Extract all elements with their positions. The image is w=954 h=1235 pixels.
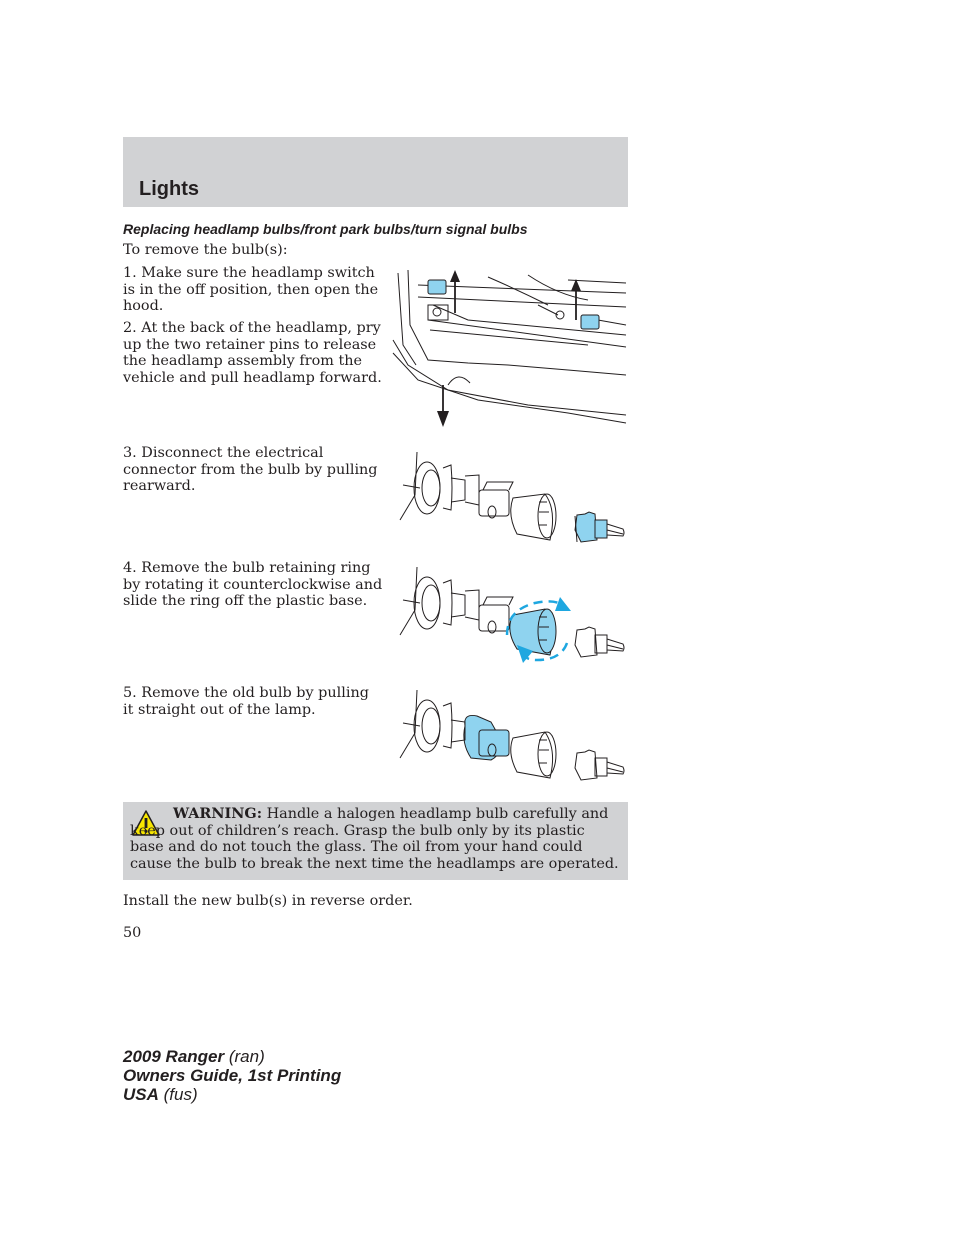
retaining-ring (510, 609, 556, 655)
footer-line-1 (123, 1047, 341, 1066)
step-2: 2. At the back of the headlamp, pry up the two retainer pins to release the headlamp assembly from the vehicle and pull headlamp forward. (123, 320, 382, 386)
subheading: Replacing headlamp bulbs/front park bulbs/turn signal bulbs (123, 221, 528, 237)
footer-line-2 (123, 1066, 341, 1085)
step-3: 3. Disconnect the electrical connector from the bulb by pulling rearward. (123, 445, 378, 494)
warning-box (123, 802, 628, 880)
warning-text (130, 806, 622, 872)
electrical-connector (575, 512, 624, 542)
warning-body: Handle a halogen headlamp bulb carefully and keep out of children’s reach. Grasp the bulb only by its plastic base and do not touch the glass. The oil from your hand could cause the bulb to break the next time the headlamps are operated. (130, 806, 619, 872)
intro-text: To remove the bulb(s): (123, 242, 288, 258)
install-note: Install the new bulb(s) in reverse order. (123, 893, 413, 909)
step-4: 4. Remove the bulb retaining ring by rotating it counterclockwise and slide the ring off the plastic base. (123, 560, 383, 609)
remove-bulb-illustration (395, 688, 630, 788)
section-header-band (123, 137, 628, 207)
headlamp-bulb (464, 715, 509, 760)
disconnect-connector-illustration (395, 450, 630, 555)
arrow-up-icon (571, 279, 581, 320)
footer-model: 2009 Ranger (123, 1047, 225, 1066)
retaining-ring-illustration (395, 565, 630, 675)
footer-market: USA (123, 1085, 159, 1104)
footer (123, 1047, 341, 1104)
arrow-up-icon (450, 270, 460, 313)
footer-edition: Owners Guide, 1st Printing (123, 1066, 342, 1085)
footer-market-code: (fus) (163, 1085, 198, 1104)
footer-line-3 (123, 1085, 341, 1104)
step-5: 5. Remove the old bulb by pulling it straight out of the lamp. (123, 685, 369, 718)
page-number: 50 (123, 925, 142, 941)
section-title: Lights (139, 178, 199, 200)
step-1: 1. Make sure the headlamp switch is in the off position, then open the hood. (123, 265, 379, 314)
headlamp-assembly-illustration (388, 265, 628, 430)
warning-label: WARNING: (173, 805, 263, 822)
arrow-down-icon (437, 385, 449, 427)
footer-model-code: (ran) (228, 1047, 265, 1066)
